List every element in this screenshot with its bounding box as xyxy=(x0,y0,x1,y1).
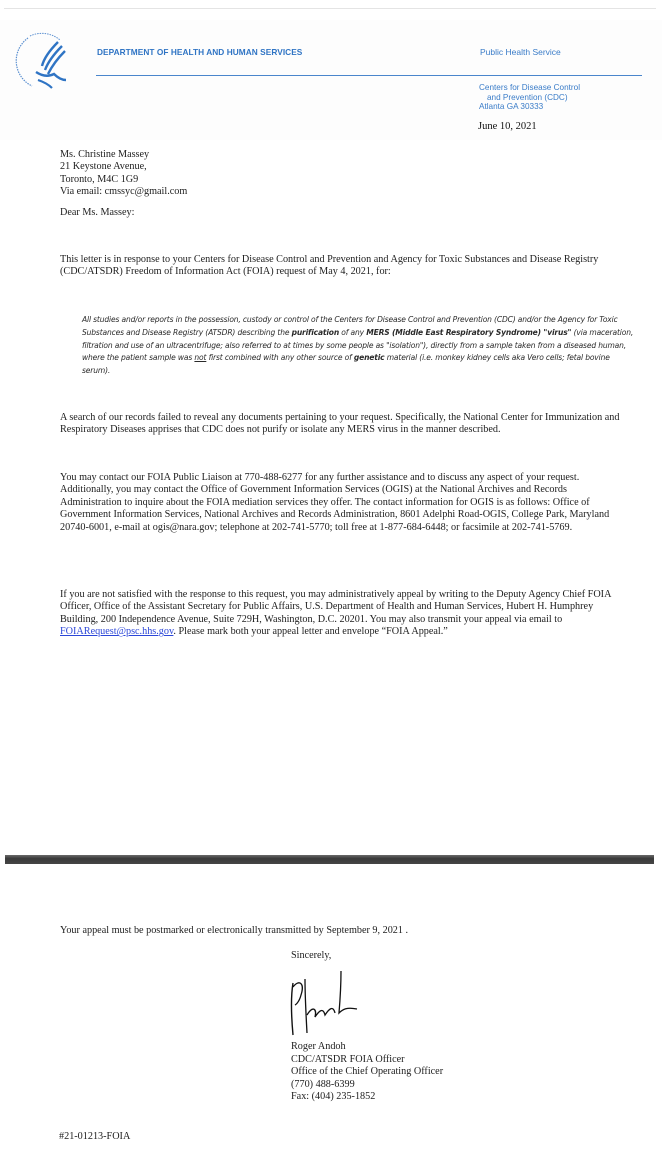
quote-text: material (i.e. monkey kidney cells aka Vero cells; fetal bovine serum). xyxy=(82,353,610,376)
appeal-deadline: Your appeal must be postmarked or electronically transmitted by September 9, 2021 . xyxy=(60,925,409,936)
recipient-city: Toronto, M4C 1G9 xyxy=(60,173,139,185)
recipient-name: Ms. Christine Massey xyxy=(60,149,150,160)
agency-line: Centers for Disease Control xyxy=(479,83,581,92)
appeal-text-end: . Please mark both your appeal letter and envelope “FOIA Appeal.” xyxy=(173,626,448,638)
quote-text: of any xyxy=(339,327,367,337)
letterhead xyxy=(0,20,662,140)
search-result-paragraph: A search of our records failed to reveal any documents pertaining to your request. Specifically, the National Center for Immunization and Respiratory Diseases apprises that CDC does not purify or isolate any MERS virus in the manner described. xyxy=(60,412,620,436)
agency-address xyxy=(479,83,580,112)
public-health-service: Public Health Service xyxy=(480,47,561,57)
signer-fax: Fax: (404) 235-1852 xyxy=(291,1091,376,1103)
appeal-text: If you are not satisfied with the response to this request, you may administratively appeal by writing to the Deputy Agency Chief FOIA Officer, Office of the Assistant Secretary for Public Affairs, U.S. Department of Health and Human Services, Hubert H. Humphrey Building, 200 Independence Avenue, Suite 729H, Washington, D.C. 20201. You may also transmit your appeal via email to xyxy=(60,589,611,625)
quote-underlined: not xyxy=(194,353,207,363)
letterhead-rule xyxy=(96,75,642,76)
signer-name: Roger Andoh xyxy=(291,1041,346,1052)
recipient-address xyxy=(60,149,187,199)
appeal-paragraph xyxy=(60,589,630,639)
signer-office: Office of the Chief Operating Officer xyxy=(291,1066,444,1078)
salutation: Dear Ms. Massey: xyxy=(60,207,135,218)
closing: Sincerely, xyxy=(291,950,332,961)
quote-text: All studies and/or reports in the possession, custody or control of the Centers for Disease Control and Prevention (CDC) and/or the Agency for Toxic Substances and Disease Registry (ATSDR) describing the xyxy=(82,315,618,337)
intro-paragraph: This letter is in response to your Centers for Disease Control and Prevention and Agency for Toxic Substances and Disease Registry (CDC/ATSDR) Freedom of Information Act (FOIA) request of May 4, 2021, for: xyxy=(60,254,599,278)
signature-block xyxy=(291,1041,443,1104)
quote-bold: purification xyxy=(291,327,340,337)
quote-bold: MERS (Middle East Respiratory Syndrome) "virus" xyxy=(366,327,572,337)
hhs-eagle-seal-icon xyxy=(14,30,74,92)
quote-text: first combined with any other source of xyxy=(206,353,354,363)
recipient-street: 21 Keystone Avenue, xyxy=(60,161,147,173)
signer-phone: (770) 488-6399 xyxy=(291,1078,355,1090)
agency-line: Atlanta GA 30333 xyxy=(479,102,544,111)
foia-request-email-link[interactable]: FOIARequest@psc.hhs.gov xyxy=(60,626,174,638)
signer-title: CDC/ATSDR FOIA Officer xyxy=(291,1053,405,1065)
agency-line: and Prevention (CDC) xyxy=(487,92,568,102)
letter-date: June 10, 2021 xyxy=(478,121,537,132)
handwritten-signature-icon xyxy=(285,965,365,1040)
top-border-rule xyxy=(4,8,656,9)
request-quote xyxy=(82,314,638,378)
page-break-divider xyxy=(5,855,654,864)
department-name: DEPARTMENT OF HEALTH AND HUMAN SERVICES xyxy=(97,47,303,57)
reference-number: #21-01213-FOIA xyxy=(59,1131,131,1142)
recipient-email: Via email: cmssyc@gmail.com xyxy=(60,186,188,198)
quote-bold: genetic xyxy=(353,353,385,363)
contact-paragraph: You may contact our FOIA Public Liaison at 770-488-6277 for any further assistance and to discuss any aspect of your request. Additionally, you may contact the Office of Government Information Services (OGIS) at the National Archives and Records Administration to inquire about the FOIA mediation services they offer. The contact information for OGIS is as follows: Office of Government Information Services, National Archives and Records Administration, 8601 Adelphi Road-OGIS, College Park, Maryland 20740-6001, e-mail at ogis@nara.gov; telephone at 202-741-5770; toll free at 1-877-684-6448; or facsimile at 202-741-5769. xyxy=(60,472,610,533)
quote-text: (via maceration, filtration and use of an ultracentrifuge; also referred to at times by some people as "isolation"), directly from a sample taken from a diseased human, where the patient sample was xyxy=(82,327,634,363)
